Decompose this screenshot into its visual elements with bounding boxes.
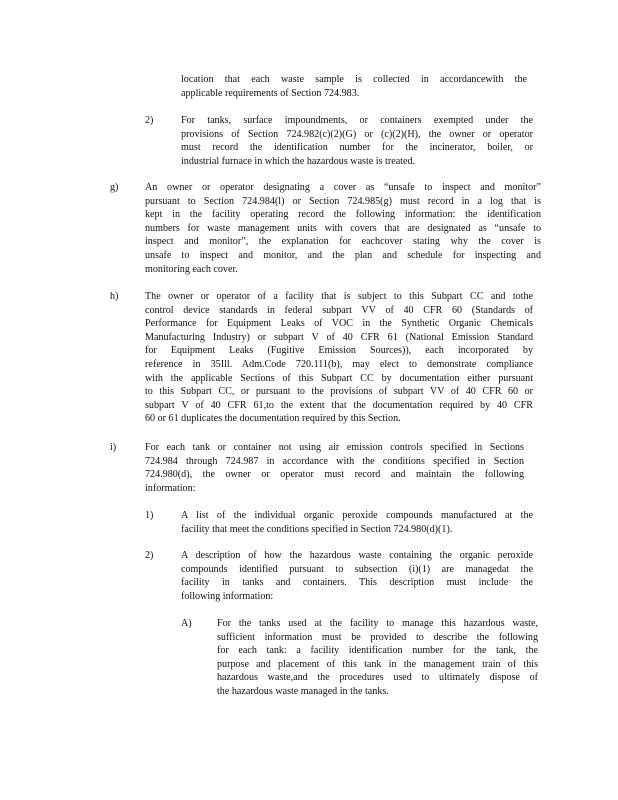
text-line: provisions of Section 724.982(c)(2)(G) or (c)(2)(H), the owner or operator	[181, 128, 533, 140]
text-line: A description of how the hazardous waste containing the organic peroxide	[181, 550, 533, 561]
text-line: For the tanks used at the facility to manage this hazardous waste,	[217, 618, 538, 629]
text-line: pursuant to Section 724.984(l) or Section 724.985(g) must record in a log that is	[145, 195, 541, 207]
text-line: compounds identified pursuant to subsection (i)(1) are managedat the	[181, 563, 533, 575]
text-line: information:	[145, 482, 196, 494]
text-line: numbers for waste management units with covers that are designated as “unsafe to	[145, 222, 541, 234]
paragraph-item-h	[145, 290, 533, 426]
item-label-h: h)	[110, 291, 119, 302]
text-line: subpart V of 40 CFR 61,to the extent that the documentation required by 40 CFR	[145, 399, 533, 411]
text-line: monitoring each cover.	[145, 263, 238, 275]
paragraph-item-2	[181, 114, 533, 168]
item-label-i1: 1)	[145, 510, 154, 521]
text-line: For each tank or container not using air emission controls specified in Sections	[145, 442, 524, 453]
text-line: for Equipment Leaks (Fugitive Emission Sources)), each incorporated by	[145, 345, 533, 357]
text-line: applicable requirements of Section 724.983.	[181, 87, 360, 99]
text-line: 60 or 61 duplicates the documentation required by this Section.	[145, 413, 401, 425]
text-line: The owner or operator of a facility that is subject to this Subpart CC and tothe	[145, 291, 533, 302]
text-line: Manufacturing Industry) or subpart V of 40 CFR 61 (National Emission Standard	[145, 331, 533, 343]
text-line: 724.980(d), the owner or operator must record and maintain the following	[145, 469, 524, 481]
paragraph-item-i1	[181, 509, 533, 536]
text-line: inspect and monitor”, the explanation for eachcover stating why the cover is	[145, 236, 541, 248]
text-line: following information:	[181, 590, 274, 602]
text-line: with the applicable Sections of this Subpart CC by documentation either pursuant	[145, 372, 533, 384]
paragraph-item-i	[145, 441, 524, 495]
item-label-A: A)	[181, 618, 192, 629]
text-line: facility that meet the conditions specified in Section 724.980(d)(1).	[181, 523, 453, 535]
item-label-g: g)	[110, 182, 119, 193]
text-line: hazardous waste,and the procedures used to ultimately dispose of	[217, 672, 538, 684]
paragraph-continuation	[181, 73, 527, 100]
text-line: control device standards in federal subpart VV of 40 CFR 60 (Standards of	[145, 304, 533, 316]
text-line: A list of the individual organic peroxide compounds manufactured at the	[181, 510, 533, 521]
text-line: sufficient information must be provided to describe the following	[217, 631, 538, 643]
text-line: location that each waste sample is collected in accordancewith the	[181, 74, 527, 85]
text-line: must record the identification number for the incinerator, boiler, or	[181, 142, 533, 154]
text-line: reference in 35Ill. Adm.Code 720.111(b), may elect to demonstrate compliance	[145, 358, 533, 370]
text-line: to this Subpart CC, or pursuant to the provisions of subpart VV of 40 CFR 60 or	[145, 386, 533, 398]
paragraph-item-A	[217, 617, 538, 699]
text-line: the hazardous waste managed in the tanks.	[217, 685, 389, 697]
text-line: 724.984 through 724.987 in accordance with the conditions specified in Section	[145, 455, 524, 467]
text-line: Performance for Equipment Leaks of VOC in the Synthetic Organic Chemicals	[145, 318, 533, 330]
paragraph-item-i2	[181, 549, 533, 603]
text-line: unsafe to inspect and monitor, and the plan and schedule for inspecting and	[145, 249, 541, 261]
text-line: An owner or operator designating a cover as “unsafe to inspect and monitor”	[145, 182, 541, 193]
text-line: purpose and placement of this tank in the management train of this	[217, 658, 538, 670]
text-line: industrial furnace in which the hazardous waste is treated.	[181, 155, 416, 167]
item-label-i: i)	[110, 442, 117, 453]
text-line: For tanks, surface impoundments, or containers exempted under the	[181, 115, 533, 126]
item-label-2: 2)	[145, 115, 154, 126]
text-line: facility in tanks and containers. This description must include the	[181, 577, 533, 589]
text-line: for each tank: a facility identification number for the tank, the	[217, 645, 538, 657]
item-label-i2: 2)	[145, 550, 154, 561]
paragraph-item-g	[145, 181, 541, 276]
text-line: kept in the facility operating record the following information: the identification	[145, 209, 541, 221]
